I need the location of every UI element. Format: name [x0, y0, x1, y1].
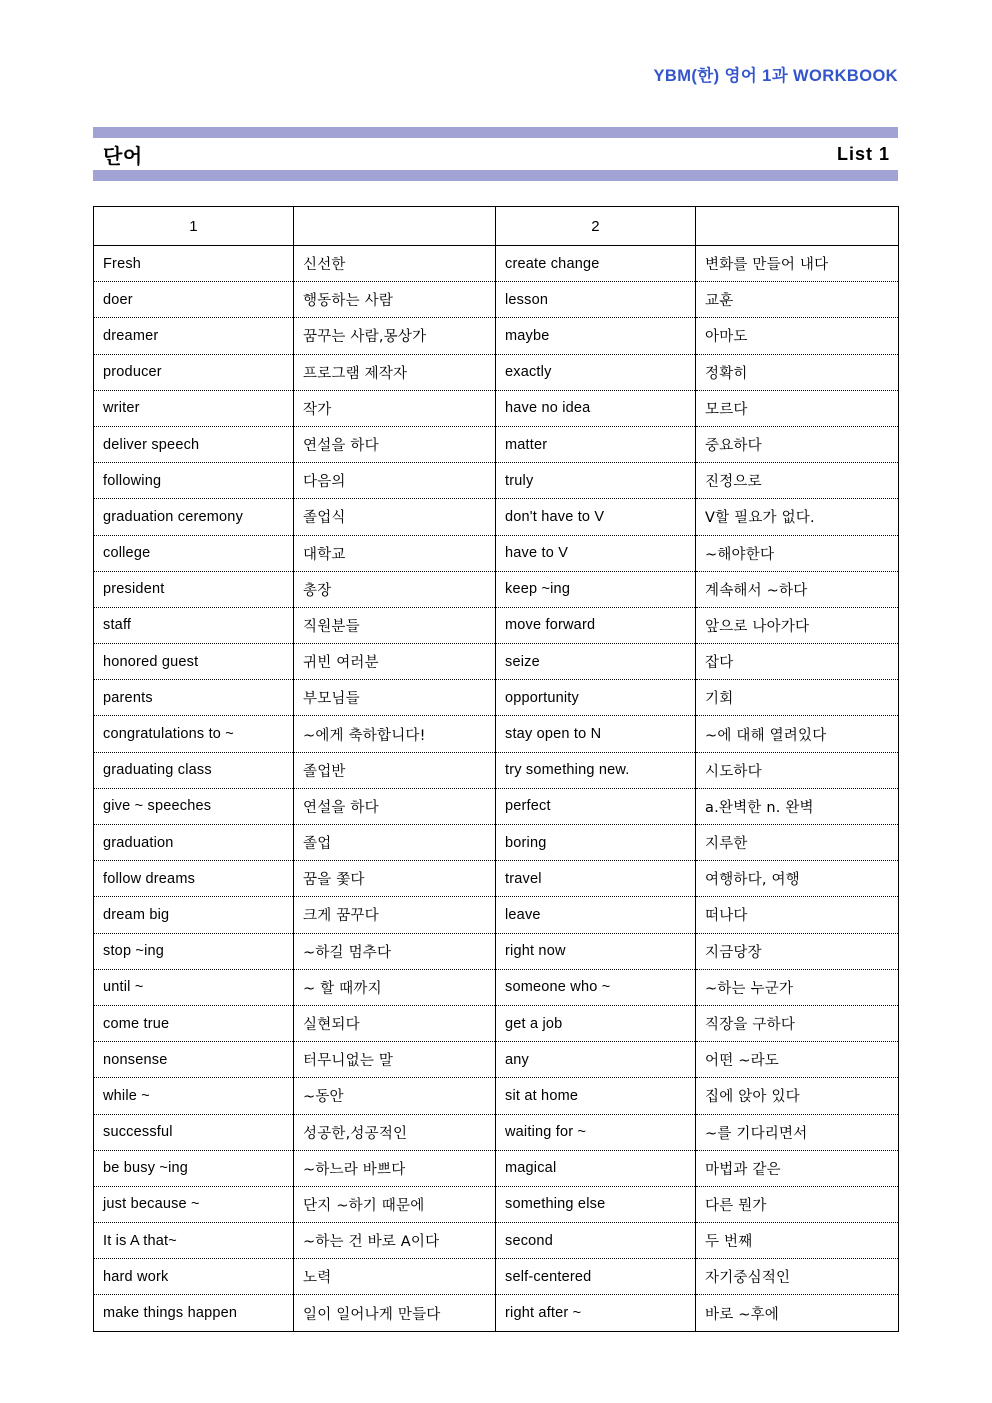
word-ko-1: 크게 꿈꾸다	[294, 897, 496, 933]
word-ko-1: 신선한	[294, 246, 496, 282]
word-ko-1: 꿈꾸는 사람,몽상가	[294, 318, 496, 354]
word-ko-1: ~ 할 때까지	[294, 969, 496, 1005]
word-ko-2: 앞으로 나아가다	[696, 607, 899, 643]
word-ko-2: ~에 대해 열려있다	[696, 716, 899, 752]
word-ko-1: 졸업	[294, 825, 496, 861]
word-en-2: matter	[496, 426, 696, 462]
word-ko-1: ~하느라 바쁘다	[294, 1150, 496, 1186]
word-ko-1: 부모님들	[294, 680, 496, 716]
table-header-row	[94, 207, 899, 246]
table-row	[94, 1078, 899, 1114]
word-en-1: stop ~ing	[94, 933, 294, 969]
table-row	[94, 825, 899, 861]
table-row	[94, 571, 899, 607]
word-ko-2: 정확히	[696, 354, 899, 390]
word-en-1: be busy ~ing	[94, 1150, 294, 1186]
word-en-2: perfect	[496, 788, 696, 824]
word-en-1: while ~	[94, 1078, 294, 1114]
word-en-1: It is A that~	[94, 1223, 294, 1259]
table-row	[94, 1259, 899, 1295]
table-row	[94, 969, 899, 1005]
word-en-2: lesson	[496, 282, 696, 318]
table-row	[94, 535, 899, 571]
word-ko-2: ~해야한다	[696, 535, 899, 571]
word-ko-1: 대학교	[294, 535, 496, 571]
word-en-2: have no idea	[496, 390, 696, 426]
word-en-2: sit at home	[496, 1078, 696, 1114]
section-title-block	[93, 127, 898, 181]
section-title-label: 단어	[103, 143, 143, 168]
word-ko-1: 단지 ~하기 때문에	[294, 1186, 496, 1222]
word-en-2: any	[496, 1042, 696, 1078]
word-ko-2: 아마도	[696, 318, 899, 354]
title-rule-top	[93, 127, 898, 138]
word-ko-1: 졸업식	[294, 499, 496, 535]
word-en-2: right after ~	[496, 1295, 696, 1331]
vocabulary-table-container	[93, 206, 898, 1332]
word-ko-1: 꿈을 쫓다	[294, 861, 496, 897]
word-en-1: dream big	[94, 897, 294, 933]
word-en-1: just because ~	[94, 1186, 294, 1222]
word-ko-1: 직원분들	[294, 607, 496, 643]
word-ko-2: 두 번째	[696, 1223, 899, 1259]
word-ko-2: 바로 ~후에	[696, 1295, 899, 1331]
word-en-2: seize	[496, 644, 696, 680]
table-row	[94, 1186, 899, 1222]
column-header-1: 1	[94, 207, 294, 246]
word-en-1: hard work	[94, 1259, 294, 1295]
table-row	[94, 933, 899, 969]
word-ko-1: 연설을 하다	[294, 788, 496, 824]
word-en-1: successful	[94, 1114, 294, 1150]
table-row	[94, 1295, 899, 1331]
word-en-2: have to V	[496, 535, 696, 571]
word-ko-1: 프로그램 제작자	[294, 354, 496, 390]
word-ko-1: 졸업반	[294, 752, 496, 788]
word-ko-2: ~하는 누군가	[696, 969, 899, 1005]
word-ko-2: a.완벽한 n. 완벽	[696, 788, 899, 824]
word-en-2: move forward	[496, 607, 696, 643]
word-ko-1: 터무니없는 말	[294, 1042, 496, 1078]
column-header-3: 2	[496, 207, 696, 246]
running-header-title: YBM(한) 영어 1과 WORKBOOK	[653, 67, 898, 85]
word-en-2: magical	[496, 1150, 696, 1186]
word-ko-1: 일이 일어나게 만들다	[294, 1295, 496, 1331]
table-row	[94, 354, 899, 390]
column-header-2	[294, 207, 496, 246]
word-en-2: right now	[496, 933, 696, 969]
word-en-2: boring	[496, 825, 696, 861]
word-ko-2: 지루한	[696, 825, 899, 861]
list-number-label: List 1	[836, 143, 890, 164]
table-row	[94, 1114, 899, 1150]
word-ko-2: 마법과 같은	[696, 1150, 899, 1186]
word-en-1: give ~ speeches	[94, 788, 294, 824]
table-row	[94, 246, 899, 282]
table-row	[94, 861, 899, 897]
word-en-1: dreamer	[94, 318, 294, 354]
word-en-2: don't have to V	[496, 499, 696, 535]
word-ko-2: 다른 뭔가	[696, 1186, 899, 1222]
word-ko-2: 잡다	[696, 644, 899, 680]
word-en-1: graduating class	[94, 752, 294, 788]
word-en-1: staff	[94, 607, 294, 643]
word-ko-1: 실현되다	[294, 1005, 496, 1041]
word-en-2: second	[496, 1223, 696, 1259]
vocabulary-table	[93, 206, 899, 1332]
word-en-2: leave	[496, 897, 696, 933]
word-en-2: someone who ~	[496, 969, 696, 1005]
word-ko-2: V할 필요가 없다.	[696, 499, 899, 535]
word-en-2: travel	[496, 861, 696, 897]
column-header-4	[696, 207, 899, 246]
word-ko-1: ~동안	[294, 1078, 496, 1114]
word-en-1: producer	[94, 354, 294, 390]
word-en-1: nonsense	[94, 1042, 294, 1078]
word-ko-2: 계속해서 ~하다	[696, 571, 899, 607]
word-en-1: congratulations to ~	[94, 716, 294, 752]
word-ko-1: ~에게 축하합니다!	[294, 716, 496, 752]
word-en-2: maybe	[496, 318, 696, 354]
word-ko-2: 지금당장	[696, 933, 899, 969]
table-row	[94, 644, 899, 680]
word-en-2: self-centered	[496, 1259, 696, 1295]
word-en-2: stay open to N	[496, 716, 696, 752]
word-ko-2: 집에 앉아 있다	[696, 1078, 899, 1114]
word-en-2: create change	[496, 246, 696, 282]
word-en-2: keep ~ing	[496, 571, 696, 607]
word-en-1: college	[94, 535, 294, 571]
table-row	[94, 1005, 899, 1041]
word-ko-2: 시도하다	[696, 752, 899, 788]
word-ko-2: 기회	[696, 680, 899, 716]
word-en-1: following	[94, 463, 294, 499]
word-en-2: truly	[496, 463, 696, 499]
word-en-1: graduation	[94, 825, 294, 861]
word-en-2: get a job	[496, 1005, 696, 1041]
word-ko-1: ~하는 건 바로 A이다	[294, 1223, 496, 1259]
table-row	[94, 463, 899, 499]
word-ko-2: 직장을 구하다	[696, 1005, 899, 1041]
word-ko-2: 여행하다, 여행	[696, 861, 899, 897]
word-ko-1: 성공한,성공적인	[294, 1114, 496, 1150]
table-row	[94, 716, 899, 752]
table-row	[94, 752, 899, 788]
word-ko-1: 작가	[294, 390, 496, 426]
word-ko-2: 변화를 만들어 내다	[705, 257, 829, 274]
word-ko-2: 떠나다	[696, 897, 899, 933]
word-ko-2: 교훈	[696, 282, 899, 318]
word-ko-1: 다음의	[294, 463, 496, 499]
word-ko-2: 자기중심적인	[696, 1259, 899, 1295]
word-en-2: try something new.	[496, 752, 696, 788]
word-en-1: deliver speech	[94, 426, 294, 462]
section-title-row	[93, 138, 898, 170]
word-ko-2: 어떤 ~라도	[696, 1042, 899, 1078]
table-row	[94, 282, 899, 318]
word-en-1: make things happen	[94, 1295, 294, 1331]
word-ko-2: 진정으로	[696, 463, 899, 499]
word-en-1: honored guest	[94, 644, 294, 680]
table-row	[94, 788, 899, 824]
word-en-1: follow dreams	[94, 861, 294, 897]
word-ko-1: 총장	[294, 571, 496, 607]
word-ko-2: ~를 기다리면서	[696, 1114, 899, 1150]
word-ko-1: 행동하는 사람	[294, 282, 496, 318]
table-row	[94, 318, 899, 354]
table-row	[94, 607, 899, 643]
word-ko-2: 중요하다	[696, 426, 899, 462]
title-rule-bottom	[93, 170, 898, 181]
word-en-1: Fresh	[94, 246, 294, 282]
vocabulary-table-body	[94, 246, 899, 1332]
word-ko-1: 노력	[294, 1259, 496, 1295]
word-en-2: opportunity	[496, 680, 696, 716]
word-ko-2: 모르다	[696, 390, 899, 426]
word-en-1: come true	[94, 1005, 294, 1041]
word-ko-1: ~하길 멈추다	[294, 933, 496, 969]
table-row	[94, 426, 899, 462]
word-ko-1: 연설을 하다	[294, 426, 496, 462]
word-en-1: parents	[94, 680, 294, 716]
word-en-1: graduation ceremony	[94, 499, 294, 535]
table-row	[94, 680, 899, 716]
table-row	[94, 1223, 899, 1259]
word-en-1: president	[94, 571, 294, 607]
word-ko-1: 귀빈 여러분	[294, 644, 496, 680]
word-en-1: writer	[94, 390, 294, 426]
table-row	[94, 1150, 899, 1186]
table-row	[94, 390, 899, 426]
table-row	[94, 1042, 899, 1078]
word-en-2: waiting for ~	[496, 1114, 696, 1150]
table-row	[94, 897, 899, 933]
word-en-1: doer	[94, 282, 294, 318]
word-en-1: until ~	[94, 969, 294, 1005]
word-en-2: exactly	[496, 354, 696, 390]
word-en-2: something else	[496, 1186, 696, 1222]
table-row	[94, 499, 899, 535]
